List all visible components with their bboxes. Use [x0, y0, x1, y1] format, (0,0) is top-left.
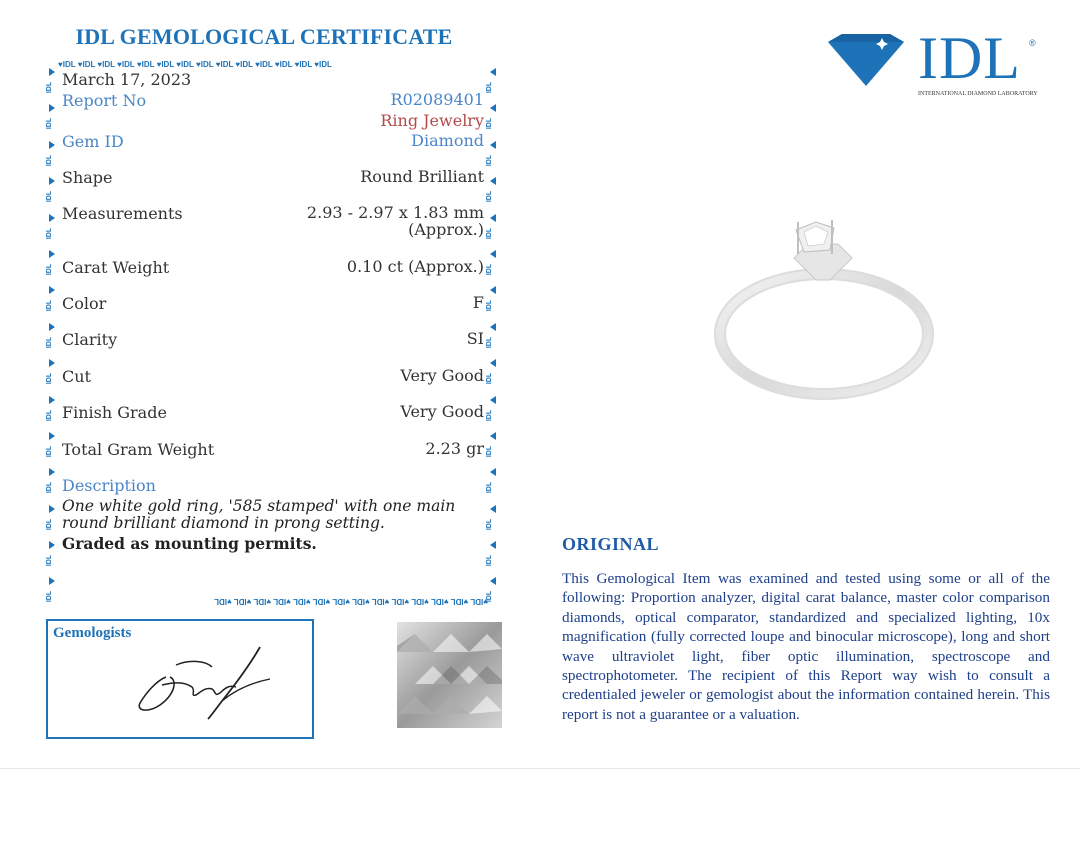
cut-label: Cut [62, 367, 91, 386]
border-mark-text: IDL [46, 263, 54, 276]
border-heart-icon [490, 432, 496, 440]
shape-value: Round Brilliant [360, 167, 484, 186]
border-mark-text: IDL [46, 81, 54, 94]
border-heart-icon [490, 577, 496, 585]
border-heart-icon [49, 505, 55, 513]
measurements-label: Measurements [62, 204, 183, 223]
border-mark-right [488, 135, 498, 171]
description-label: Description [62, 476, 156, 495]
border-mark-left [48, 426, 58, 462]
description-line1: One white gold ring, '585 stamped' with one main [62, 497, 456, 515]
border-mark-right [488, 499, 498, 535]
border-mark-right [488, 462, 498, 498]
border-mark-text: IDL [486, 482, 494, 494]
border-mark-left [48, 317, 58, 353]
border-mark-text: IDL [46, 118, 54, 130]
clarity-label: Clarity [62, 330, 118, 349]
hologram-seal [397, 622, 502, 728]
border-left [48, 62, 58, 608]
border-heart-icon [49, 177, 55, 185]
border-heart-icon [490, 68, 496, 76]
border-mark-left [48, 171, 58, 207]
border-heart-icon [49, 468, 55, 476]
carat-label: Carat Weight [62, 258, 170, 277]
border-mark-text: IDL [486, 336, 494, 348]
certificate-title: IDL GEMOLOGICAL CERTIFICATE [75, 24, 453, 49]
border-heart-icon [49, 577, 55, 585]
border-right [488, 62, 498, 608]
border-mark-text: IDL [46, 554, 54, 567]
border-mark-left [48, 462, 58, 498]
finish-value: Very Good [400, 402, 484, 421]
border-mark-right [488, 280, 498, 316]
border-mark-text: IDL [46, 300, 54, 312]
border-mark-left [48, 280, 58, 316]
color-label: Color [62, 294, 107, 313]
certificate-frame [48, 62, 500, 608]
border-mark-left [48, 535, 58, 571]
border-heart-icon [490, 468, 496, 476]
border-mark-right [488, 98, 498, 134]
border-heart-icon [49, 323, 55, 331]
border-heart-icon [49, 104, 55, 112]
gem-id-value: Diamond [411, 131, 484, 150]
border-mark-right [488, 62, 498, 98]
border-heart-icon [49, 432, 55, 440]
logo-registered: ® [1029, 38, 1036, 48]
border-heart-icon [49, 359, 55, 367]
measurements-value [307, 204, 484, 238]
border-mark-right [488, 426, 498, 462]
border-mark-text: IDL [46, 518, 54, 530]
logo-subtitle: INTERNATIONAL DIAMOND LABORATORY [918, 91, 1038, 97]
color-value: F [472, 293, 484, 312]
border-mark-text: IDL [46, 591, 54, 603]
border-mark-text: IDL [486, 518, 494, 530]
border-mark-text: IDL [46, 482, 54, 494]
border-mark-text: IDL [486, 81, 494, 94]
border-heart-icon [490, 359, 496, 367]
finish-label: Finish Grade [62, 403, 167, 422]
border-mark-left [48, 571, 58, 607]
original-body-text: This Gemological Item was examined and tested using some or all of the following: Proportion analyzer, digital carat balance, master color comparison diamonds, optical comparator, standardized and specialized lighting, 10x magnification (fully corrected loupe and binocular microscope), long and short wave ultraviolet light, fiber optic illumination, spectroscope and spectrophotometer. The recipient of this Report way wish to consult a credentialed jeweler or gemologist about the information contained herein. This report is not a guarantee or a valuation. [562, 570, 1050, 723]
border-mark-text: IDL [46, 445, 54, 458]
border-mark-right [488, 535, 498, 571]
border-mark-text: IDL [486, 227, 494, 239]
border-heart-icon [49, 214, 55, 222]
border-heart-icon [490, 396, 496, 404]
border-heart-icon [490, 104, 496, 112]
border-mark-text: IDL [486, 263, 494, 276]
border-heart-icon [49, 250, 55, 258]
border-mark-right [488, 171, 498, 207]
border-heart-icon [49, 286, 55, 294]
border-mark-text: IDL [46, 154, 54, 166]
description-text [62, 498, 484, 532]
border-mark-right [488, 317, 498, 353]
border-mark-text: IDL [46, 372, 54, 385]
border-mark-text: IDL [486, 118, 494, 130]
border-bottom [58, 596, 488, 606]
border-heart-icon [490, 141, 496, 149]
border-mark-text: IDL [486, 409, 494, 421]
gem-id-label: Gem ID [62, 132, 124, 151]
border-mark-text: IDL [486, 191, 494, 203]
border-heart-icon [490, 177, 496, 185]
gram-label: Total Gram Weight [62, 440, 215, 459]
measurements-line1: 2.93 - 2.97 x 1.83 mm [306, 203, 484, 222]
border-mark-left [48, 353, 58, 389]
border-mark-left [48, 98, 58, 134]
border-heart-icon [490, 214, 496, 222]
carat-value: 0.10 ct (Approx.) [346, 257, 484, 276]
gemologists-box [46, 619, 314, 739]
measurements-line2: (Approx.) [408, 220, 484, 239]
border-heart-icon [490, 286, 496, 294]
border-heart-icon [49, 141, 55, 149]
border-heart-icon [490, 250, 496, 258]
border-mark-text: IDL [486, 154, 494, 166]
border-mark-text: IDL [486, 591, 494, 603]
border-heart-icon [49, 68, 55, 76]
border-heart-icon [49, 396, 55, 404]
border-pattern-top: ♥IDL ♥IDL ♥IDL ♥IDL ♥IDL ♥IDL ♥IDL ♥IDL ♥IDL ♥IDL ♥IDL ♥IDL ♥IDL ♥IDL [58, 60, 332, 69]
border-mark-text: IDL [46, 191, 54, 203]
diamond-logo-icon [826, 32, 906, 90]
border-mark-text: IDL [46, 227, 54, 239]
graded-note: Graded as mounting permits. [62, 534, 317, 553]
border-mark-right [488, 390, 498, 426]
shape-label: Shape [62, 168, 113, 187]
border-mark-left [48, 499, 58, 535]
report-label: Report No [62, 91, 147, 110]
border-mark-text: IDL [486, 445, 494, 458]
cut-value: Very Good [400, 366, 484, 385]
border-mark-right [488, 571, 498, 607]
border-mark-left [48, 62, 58, 98]
border-mark-right [488, 353, 498, 389]
clarity-value: SI [466, 329, 484, 348]
border-mark-right [488, 208, 498, 244]
certificate-date: March 17, 2023 [62, 70, 192, 89]
description-line2: round brilliant diamond in prong setting. [62, 514, 385, 532]
border-mark-left [48, 135, 58, 171]
border-mark-left [48, 390, 58, 426]
original-heading: ORIGINAL [562, 534, 660, 554]
border-mark-left [48, 244, 58, 280]
border-top [58, 60, 488, 70]
border-heart-icon [490, 541, 496, 549]
gemologist-signature [126, 641, 276, 721]
idl-logo [826, 25, 1042, 102]
border-mark-text: IDL [46, 336, 54, 348]
border-pattern-bottom: ♥IDL ♥IDL ♥IDL ♥IDL ♥IDL ♥IDL ♥IDL ♥IDL ♥IDL ♥IDL ♥IDL ♥IDL ♥IDL ♥IDL [214, 597, 488, 606]
border-mark-text: IDL [46, 409, 54, 421]
report-value: R02089401 [390, 90, 484, 109]
border-mark-text: IDL [486, 554, 494, 567]
gemologists-label: Gemologists [53, 625, 132, 641]
border-mark-right [488, 244, 498, 280]
border-mark-text: IDL [486, 300, 494, 312]
border-mark-left [48, 208, 58, 244]
logo-name: IDL [918, 25, 1021, 91]
gram-value: 2.23 gr [425, 439, 484, 458]
border-mark-text: IDL [486, 372, 494, 385]
item-type: Ring Jewelry [380, 111, 484, 130]
ring-photo [700, 210, 940, 410]
border-heart-icon [490, 323, 496, 331]
border-heart-icon [490, 505, 496, 513]
border-heart-icon [49, 541, 55, 549]
